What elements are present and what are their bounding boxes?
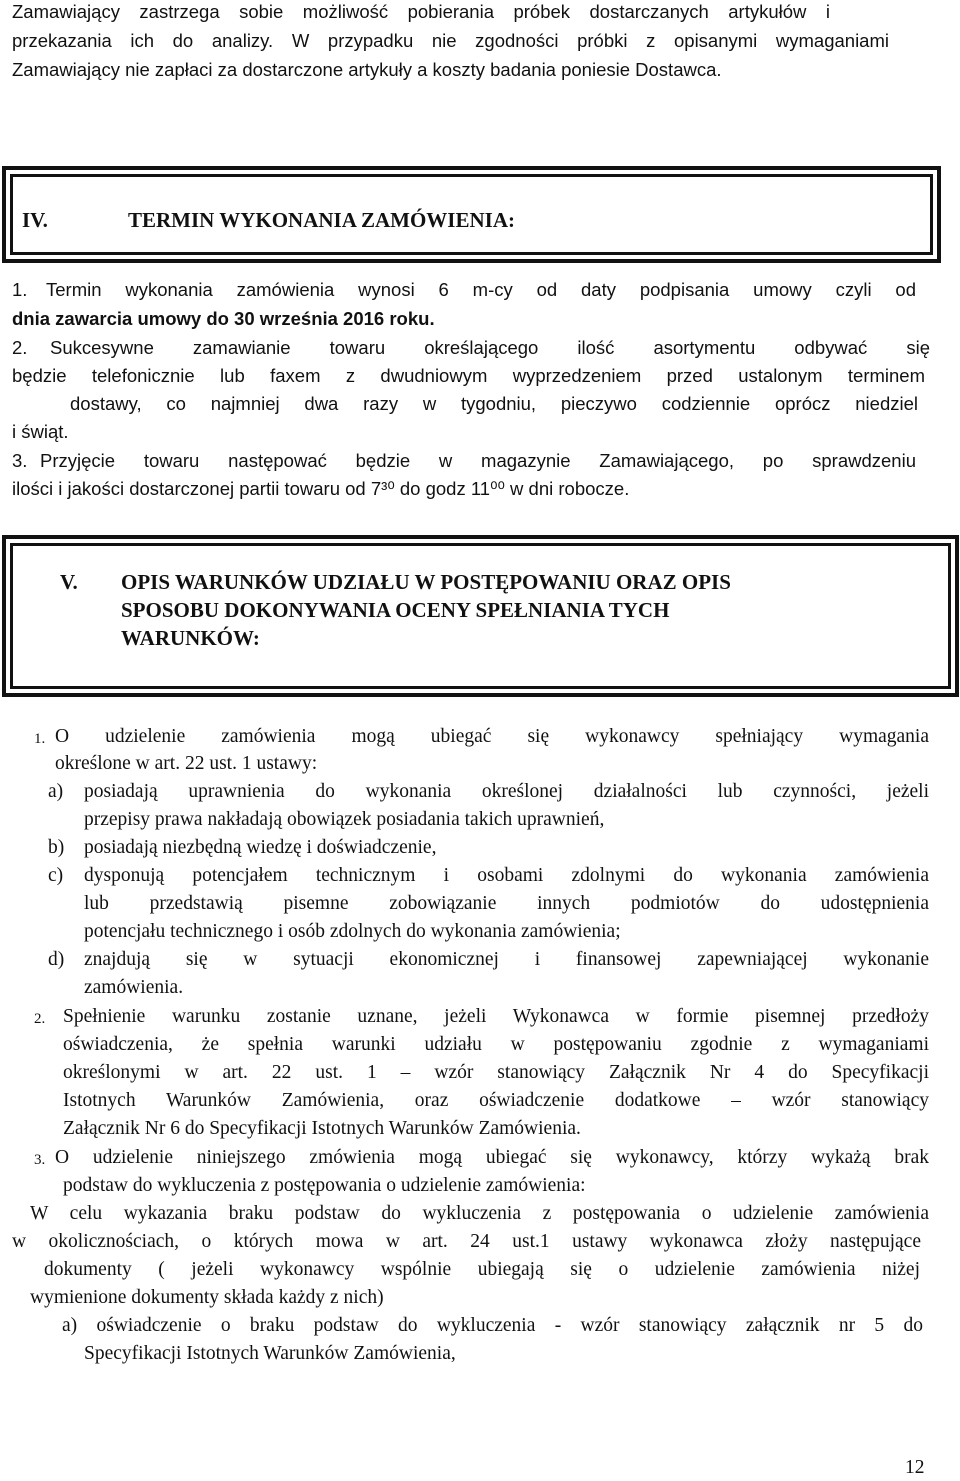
s4-item-1-text: Termin wykonania zamówienia wynosi 6 m-cy od daty podpisania umowy czyli od: [46, 279, 916, 300]
s4-item-1-cont: dnia zawarcia umowy do 30 września 2016 roku.: [12, 308, 435, 329]
p3-line-2: podstaw do wykluczenia z postępowania o udzielenie zamówienia:: [63, 1175, 586, 1196]
intro-line-2: przekazania ich do analizy. W przypadku nie zgodności próbki z opisanymi wymaganiami: [12, 30, 889, 51]
s4-item-2-line-1: będzie telefonicznie lub faxem z dwudniowym wyprzedzeniem przed ustalonym terminem: [12, 365, 925, 386]
s4-item-3-num: 3.: [12, 450, 28, 471]
w-line-3: dokumenty ( jeżeli wykonawcy wspólnie ubiegają się o udzielenie zamówienia niżej: [44, 1259, 920, 1280]
p2-line-2: oświadczenia, że spełnia warunki udziału w postępowaniu zgodnie z wymaganiami: [63, 1034, 929, 1055]
intro-line-1: Zamawiający zastrzega sobie możliwość pobierania próbek dostarczanych artykułów i: [12, 1, 830, 22]
section-5-title-1: OPIS WARUNKÓW UDZIAŁU W POSTĘPOWANIU ORAZ OPIS: [121, 570, 731, 594]
section-4-number: IV.: [22, 208, 48, 232]
c-line-1: dysponują potencjałem technicznym i osobami zdolnymi do wykonania zamówienia: [84, 865, 929, 886]
b-label: b): [48, 837, 65, 858]
p2-num: 2.: [34, 1011, 46, 1027]
p2-line-3: określonymi w art. 22 ust. 1 – wzór stanowiący Załącznik Nr 4 do Specyfikacji: [63, 1062, 929, 1083]
a-line-2: przepisy prawa nakładają obowiązek posiadania takich uprawnień,: [84, 809, 605, 830]
section-5-title-3: WARUNKÓW:: [121, 626, 260, 650]
wa-line-1: a) oświadczenie o braku podstaw do wykluczenia - wzór stanowiący załącznik nr 5 do: [62, 1315, 923, 1336]
p3-num: 3.: [34, 1152, 46, 1168]
s4-item-1-num: 1.: [12, 279, 28, 300]
intro-line-3: Zamawiający nie zapłaci za dostarczone artykuły a koszty badania poniesie Dostawca.: [12, 59, 722, 80]
section-5-number: V.: [60, 570, 78, 594]
c-line-3: potencjału technicznego i osób zdolnych do wykonania zamówienia;: [84, 921, 621, 942]
p1-line-1: O udzielenie zamówienia mogą ubiegać się wykonawcy spełniający wymagania: [55, 726, 929, 747]
section-5-title-2: SPOSOBU DOKONYWANIA OCENY SPEŁNIANIA TYCH: [121, 598, 670, 622]
d-line-1: znajdują się w sytuacji ekonomicznej i finansowej zapewniającej wykonanie: [84, 949, 929, 970]
s4-item-2-line-3: i świąt.: [12, 421, 69, 442]
c-label: c): [48, 865, 64, 886]
w-line-1: W celu wykazania braku podstaw do wykluczenia z postępowania o udzielenie zamówienia: [30, 1203, 929, 1224]
c-line-2: lub przedstawią pisemne zobowiązanie innych podmiotów do udostępnienia: [84, 893, 929, 914]
a-line-1: posiadają uprawnienia do wykonania określonej działalności lub czynności, jeżeli: [84, 781, 929, 802]
p2-line-4: Istotnych Warunków Zamówienia, oraz oświadczenie dodatkowe – wzór stanowiący: [63, 1090, 929, 1111]
w-line-4: wymienione dokumenty składa każdy z nich): [30, 1287, 384, 1308]
p3-line-1: O udzielenie niniejszego zmówienia mogą ubiegać się wykonawcy, którzy wykażą brak: [55, 1147, 929, 1168]
d-line-2: zamówienia.: [84, 977, 184, 998]
page-number: 12: [905, 1457, 925, 1478]
w-line-2: w okolicznościach, o których mowa w art. 24 ust.1 ustawy wykonawca złoży następujące: [12, 1231, 921, 1252]
d-label: d): [48, 949, 65, 970]
wa-line-2: Specyfikacji Istotnych Warunków Zamówienia,: [84, 1343, 456, 1364]
s4-item-3-text: Przyjęcie towaru następować będzie w magazynie Zamawiającego, po sprawdzeniu: [40, 450, 916, 471]
p1-num: 1.: [34, 731, 46, 747]
p2-line-5: Załącznik Nr 6 do Specyfikacji Istotnych Warunków Zamówienia.: [63, 1118, 581, 1139]
b-line-1: posiadają niezbędną wiedzę i doświadczenie,: [84, 837, 437, 858]
section-4-title: TERMIN WYKONANIA ZAMÓWIENIA:: [128, 208, 515, 232]
p1-line-2: określone w art. 22 ust. 1 ustawy:: [55, 753, 318, 774]
p2-line-1: Spełnienie warunku zostanie uznane, jeżeli Wykonawca w formie pisemnej przedłoży: [63, 1006, 929, 1027]
a-label: a): [48, 781, 64, 802]
s4-item-2-num: 2.: [12, 337, 28, 358]
s4-item-3-cont: ilości i jakości dostarczonej partii towaru od 7³⁰ do godz 11⁰⁰ w dni robocze.: [12, 478, 630, 499]
s4-item-2-text: Sukcesywne zamawianie towaru określającego ilość asortymentu odbywać się: [50, 337, 930, 358]
s4-item-2-line-2: dostawy, co najmniej dwa razy w tygodniu, pieczywo codziennie oprócz niedziel: [70, 393, 918, 414]
